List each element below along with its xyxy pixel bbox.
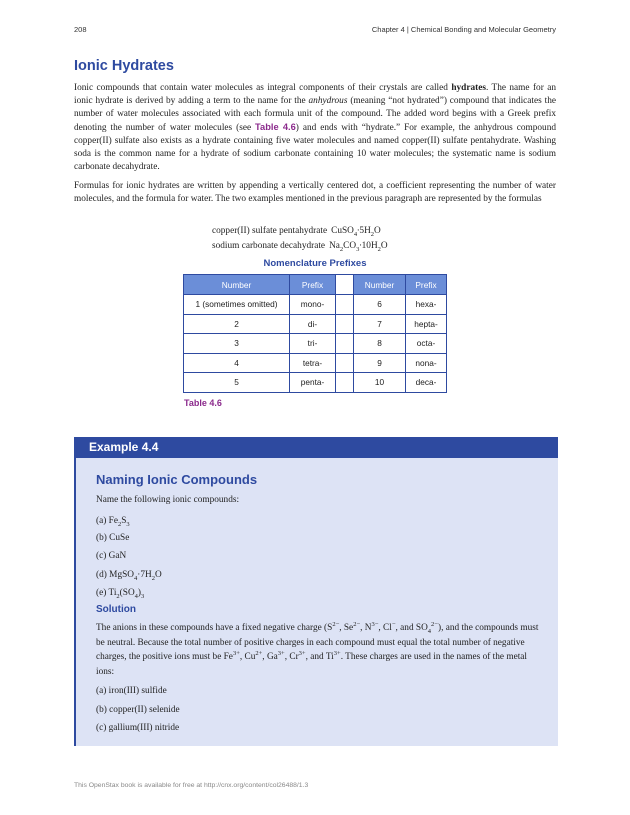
answer-item: (c) gallium(III) nitride [96, 723, 180, 733]
list-item: (b) CuSe [96, 533, 130, 543]
table-cell: tetra- [290, 353, 336, 373]
term-anhydrous: anhydrous [308, 96, 348, 106]
table-row [184, 295, 447, 315]
table-spacer [336, 334, 354, 354]
list-item: (d) $MgSO_4\cdot 7H_2O$ [96, 570, 162, 582]
table-cell: 4 [184, 353, 290, 373]
table-row [184, 353, 447, 373]
list-item: (e) $Ti_2(SO_4)_3$ [96, 588, 145, 600]
table-cell: di- [290, 314, 336, 334]
paragraph-intro: Ionic compounds that contain water molecules as integral components of their crystals are called hydrates. The name for an ionic hydrate is derived by adding a term to the name for the anhydrous (meaning “not hydrated”) compound that indicates the number of water molecules associated with each formula unit of the compound. The added word begins with a Greek prefix denoting the number of water molecules (see Table 4.6) and ends with “hydrate.” For example, the anhydrous compound copper(II) sulfate also exists as a hydrate containing five water molecules and named copper(II) sulfate pentahydrate. Washing soda is the common name for a hydrate of sodium carbonate containing 10 water molecules; the systematic name is sodium carbonate decahydrate. [74, 83, 557, 172]
example-prompt: Name the following ionic compounds: [96, 495, 240, 505]
table-cell: octa- [406, 334, 447, 354]
table-cell: penta- [290, 373, 336, 393]
table-row [184, 373, 447, 393]
solution-paragraph: The anions in these compounds have a fixed negative charge ($S^{2-}$, $Se^{2-}$, $N^{3-}$, Cl−, and $SO_4^{2-}$), and the compounds must be neutral. Because the total number of positive charges in each compound must equal the total number of negative charges, the positive ions must be $Fe^{3+}$, $Cu^{2+}$, $Ga^{3+}$, $Cr^{3+}$, and $Ti^{3+}$. These charges are used in the names of the metal ions: [96, 620, 539, 677]
table-cell: mono- [290, 295, 336, 315]
table-cell: 3 [184, 334, 290, 354]
page-footer: This OpenStax book is available for free at http://cnx.org/content/col26488/1.3 [74, 782, 309, 789]
table-cell: 6 [354, 295, 406, 315]
table-cell: nona- [406, 353, 447, 373]
table-cell: 7 [354, 314, 406, 334]
column-header: Prefix [406, 275, 447, 295]
table-cell: 9 [354, 353, 406, 373]
page-number: 208 [74, 25, 87, 34]
table-label: Table 4.6 [184, 398, 222, 408]
table-spacer [336, 275, 354, 295]
answer-item: (a) iron(III) sulfide [96, 686, 167, 696]
term-hydrates: hydrates [451, 83, 486, 93]
formula-sodium-carbonate: sodium carbonate decahydrate $Na_2CO_3\cdot 10H_2O$ [212, 241, 388, 253]
formula-copper-sulfate: copper(II) sulfate pentahydrate $CuSO_4\cdot 5H_2O$ [212, 226, 381, 238]
table-spacer [336, 373, 354, 393]
list-item: (a) $Fe_2S_3$ [96, 516, 130, 528]
example-box [74, 437, 558, 746]
table-spacer [336, 353, 354, 373]
chapter-title: Chapter 4 | Chemical Bonding and Molecular Geometry [371, 25, 556, 34]
table-spacer [336, 314, 354, 334]
table-spacer [336, 295, 354, 315]
table-cell: deca- [406, 373, 447, 393]
paragraph-formulas: Formulas for ionic hydrates are written by appending a vertically centered dot, a coefficient representing the number of water molecules, and the formula for water. The two examples mentioned in the previous paragraph are represented by the formulas [74, 181, 556, 204]
table-cell: 8 [354, 334, 406, 354]
table-cell: hexa- [406, 295, 447, 315]
table-cell: 2 [184, 314, 290, 334]
section-title: Ionic Hydrates [74, 58, 174, 74]
solution-heading: Solution [96, 604, 136, 615]
column-header: Number [354, 275, 406, 295]
table-reference-link[interactable]: Table 4.6 [255, 122, 296, 132]
table-header-row [184, 275, 447, 295]
list-item: (c) GaN [96, 551, 127, 561]
column-header: Number [184, 275, 290, 295]
table-cell: 10 [354, 373, 406, 393]
column-header: Prefix [290, 275, 336, 295]
prefix-table [183, 274, 447, 393]
table-row [184, 334, 447, 354]
table-cell: 1 (sometimes omitted) [184, 295, 290, 315]
page-header [74, 25, 556, 37]
table-caption: Nomenclature Prefixes [263, 258, 367, 269]
answer-item: (b) copper(II) selenide [96, 705, 180, 715]
table-cell: hepta- [406, 314, 447, 334]
example-title: Naming Ionic Compounds [96, 472, 258, 487]
table-cell: 5 [184, 373, 290, 393]
table-row [184, 314, 447, 334]
table-cell: tri- [290, 334, 336, 354]
example-header: Example 4.4 [76, 437, 558, 458]
